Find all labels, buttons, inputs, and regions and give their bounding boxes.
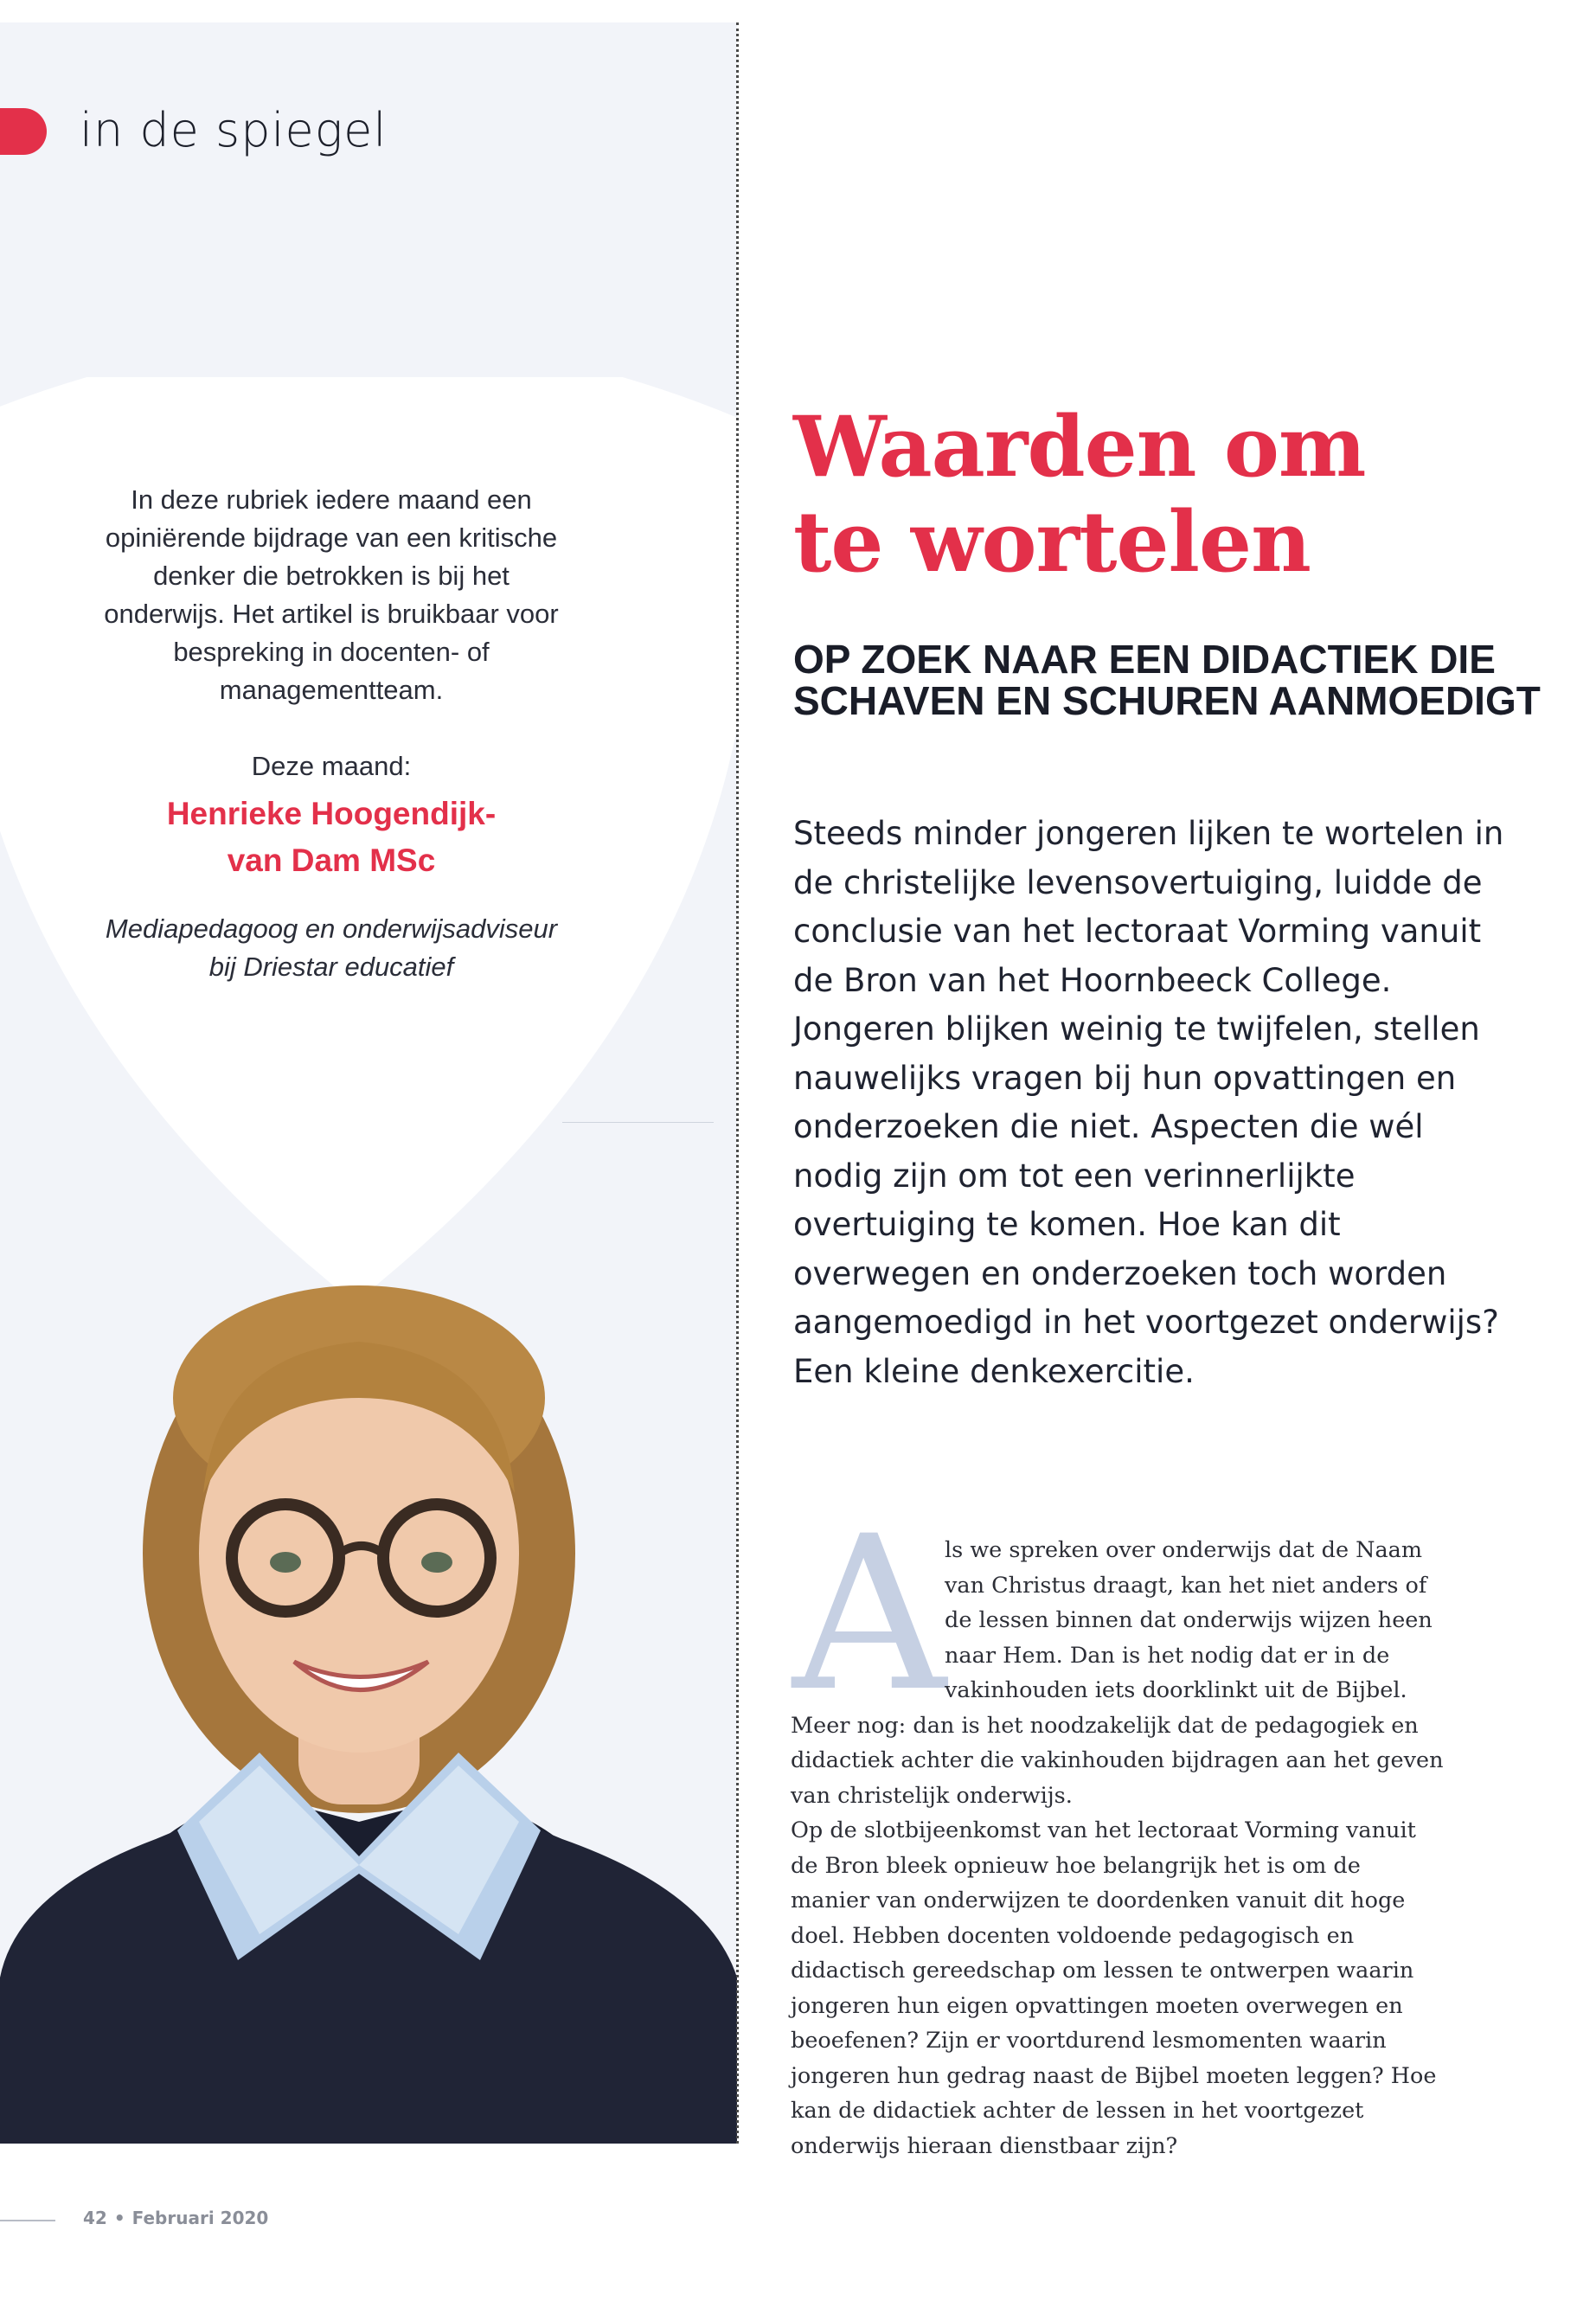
this-month-label: Deze maand:: [251, 751, 412, 781]
intro-block: [99, 481, 563, 986]
issue-date: Februari 2020: [131, 2208, 269, 2228]
page-number: 42: [83, 2208, 107, 2228]
article-subtitle-line-2: SCHAVEN EN SCHUREN AANMOEDIGT: [793, 678, 1541, 723]
left-panel: [0, 22, 737, 2144]
article-subtitle: [793, 638, 1541, 721]
section-label: in de spiegel: [80, 103, 388, 157]
thin-rule: [562, 1122, 714, 1123]
author-role: Mediapedagoog en onderwijsadviseur bij Driestar educatief: [105, 913, 558, 982]
author-name-line-2: van Dam MSc: [227, 843, 436, 878]
body-paragraph-1: ls we spreken over onderwijs dat de Naam van Christus draagt, kan het niet anders of de lessen binnen dat onderwijs wijzen heen naar Hem. Dan is het nodig dat er in de vakinhouden iets doorklinkt uit de Bijbel. Meer nog: dan is het noodzakelijk dat de pedagogiek en didactiek achter die vakinhouden bijdragen aan het geven van christelijk onderwijs.: [791, 1537, 1444, 1809]
footer-line: [0, 2220, 55, 2221]
column-divider: [736, 22, 739, 2144]
section-marker: [0, 108, 47, 155]
page-footer: [83, 2205, 268, 2231]
article-title-line-1: Waarden om: [793, 398, 1366, 496]
footer-separator: •: [113, 2208, 125, 2228]
article-title-line-2: te wortelen: [793, 493, 1311, 591]
body-paragraph-2: Op de slotbijeenkomst van het lectoraat Vorming vanuit de Bron bleek opnieuw hoe belangrijk het is om de manier van onderwijzen te doordenken vanuit dit hoge doel. Hebben docenten voldoende pedagogisch en didactisch gereedschap om lessen te ontwerpen waarin jongeren hun eigen opvattingen moeten overwegen en beoefenen? Zijn er voortdurend lesmomenten waarin jongeren hun gedrag naast de Bijbel moeten leggen? Hoe kan de didactiek achter de lessen in het voortgezet onderwijs hieraan dienstbaar zijn?: [791, 1817, 1437, 2159]
author-name: [99, 791, 563, 884]
drop-cap: A: [792, 1491, 946, 1739]
author-photo: [0, 1268, 737, 2144]
article-title: [793, 400, 1365, 590]
article-body: [791, 1491, 1445, 2163]
article-lead: Steeds minder jongeren lijken te wortelen in de christelijke levensovertuiging, luidde de conclusie van het lectoraat Vorming vanuit de Bron van het Hoornbeeck College. Jongeren blijken weinig te twijfelen, stellen nauwelijks vragen bij hun opvattingen en onderzoeken die niet. Aspecten die wél nodig zijn om tot een verinnerlijkte overtuiging te komen. Hoe kan dit overwegen en onderzoeken toch worden aangemoedigd in het voortgezet onderwijs? Een kleine denkexercitie.: [793, 815, 1504, 1390]
intro-description: In deze rubriek iedere maand een opiniërende bijdrage van een kritische denker die betrokken is bij het onderwijs. Het artikel is bruikbaar voor bespreking in docenten- of managementteam.: [104, 484, 559, 705]
author-name-line-1: Henrieke Hoogendijk-: [166, 796, 497, 831]
article-subtitle-line-1: OP ZOEK NAAR EEN DIDACTIEK DIE: [793, 637, 1496, 682]
